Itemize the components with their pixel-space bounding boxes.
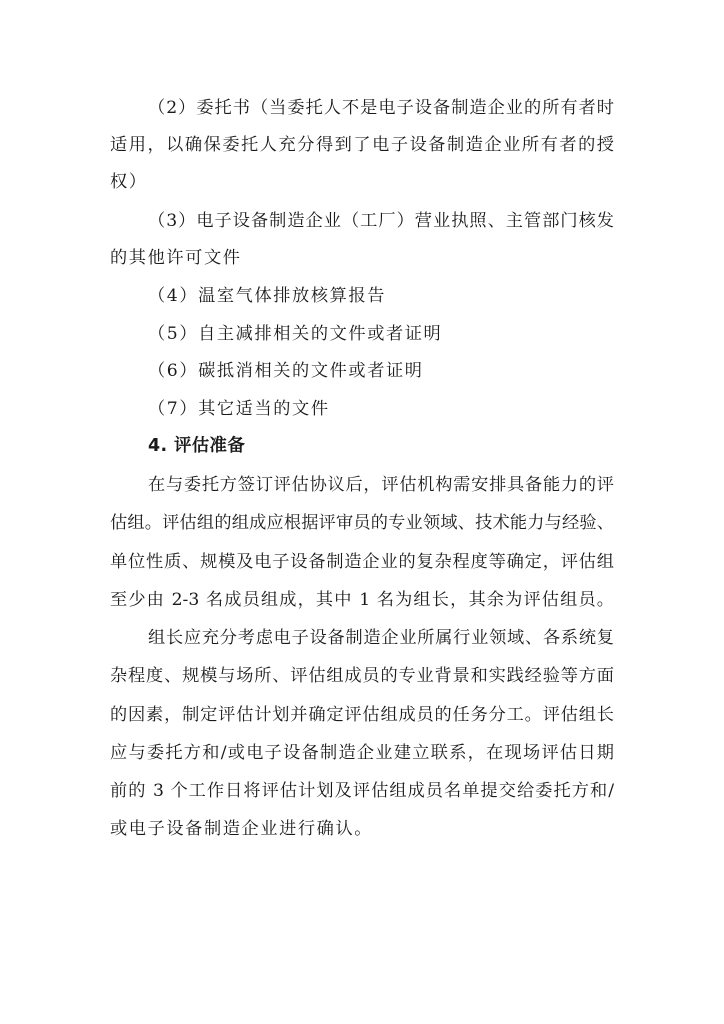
- item-3-line-2: 的其他许可文件: [110, 248, 242, 268]
- paragraph-2-line-2: 杂程度、规模与场所、评估组成员的专业背景和实践经验等方面: [110, 666, 614, 686]
- item-2-line-2: 适用，以确保委托人充分得到了电子设备制造企业所有者的授: [110, 135, 614, 155]
- paragraph-2-line-5: 前的 3 个工作日将评估计划及评估组成员名单提交给委托方和/: [110, 781, 614, 801]
- item-5: （5）自主减排相关的文件或者证明: [148, 324, 443, 344]
- paragraph-1-line-2: 估组。评估组的组成应根据评审员的专业领域、技术能力与经验、: [110, 513, 614, 533]
- section-heading: 4. 评估准备: [148, 436, 246, 456]
- paragraph-2-line-6: 或电子设备制造企业进行确认。: [110, 819, 374, 839]
- paragraph-2-line-4: 应与委托方和/或电子设备制造企业建立联系，在现场评估日期: [110, 743, 614, 763]
- item-2-line-3: 权）: [110, 172, 148, 192]
- paragraph-1-line-3: 单位性质、规模及电子设备制造企业的复杂程度等确定，评估组: [110, 552, 614, 572]
- paragraph-2-line-1: 组长应充分考虑电子设备制造企业所属行业领域、各系统复: [148, 628, 614, 648]
- paragraph-1-line-1: 在与委托方签订评估协议后，评估机构需安排具备能力的评: [148, 475, 614, 495]
- item-4: （4）温室气体排放核算报告: [148, 286, 386, 306]
- paragraph-2-line-3: 的因素，制定评估计划并确定评估组成员的任务分工。评估组长: [110, 705, 614, 725]
- item-2-line-1: （2）委托书（当委托人不是电子设备制造企业的所有者时: [148, 98, 614, 118]
- item-3-line-1: （3）电子设备制造企业（工厂）营业执照、主管部门核发: [148, 211, 614, 231]
- paragraph-1-line-4: 至少由 2-3 名成员组成，其中 1 名为组长，其余为评估组员。: [110, 590, 614, 610]
- item-6: （6）碳抵消相关的文件或者证明: [148, 361, 424, 381]
- item-7: （7）其它适当的文件: [148, 399, 330, 419]
